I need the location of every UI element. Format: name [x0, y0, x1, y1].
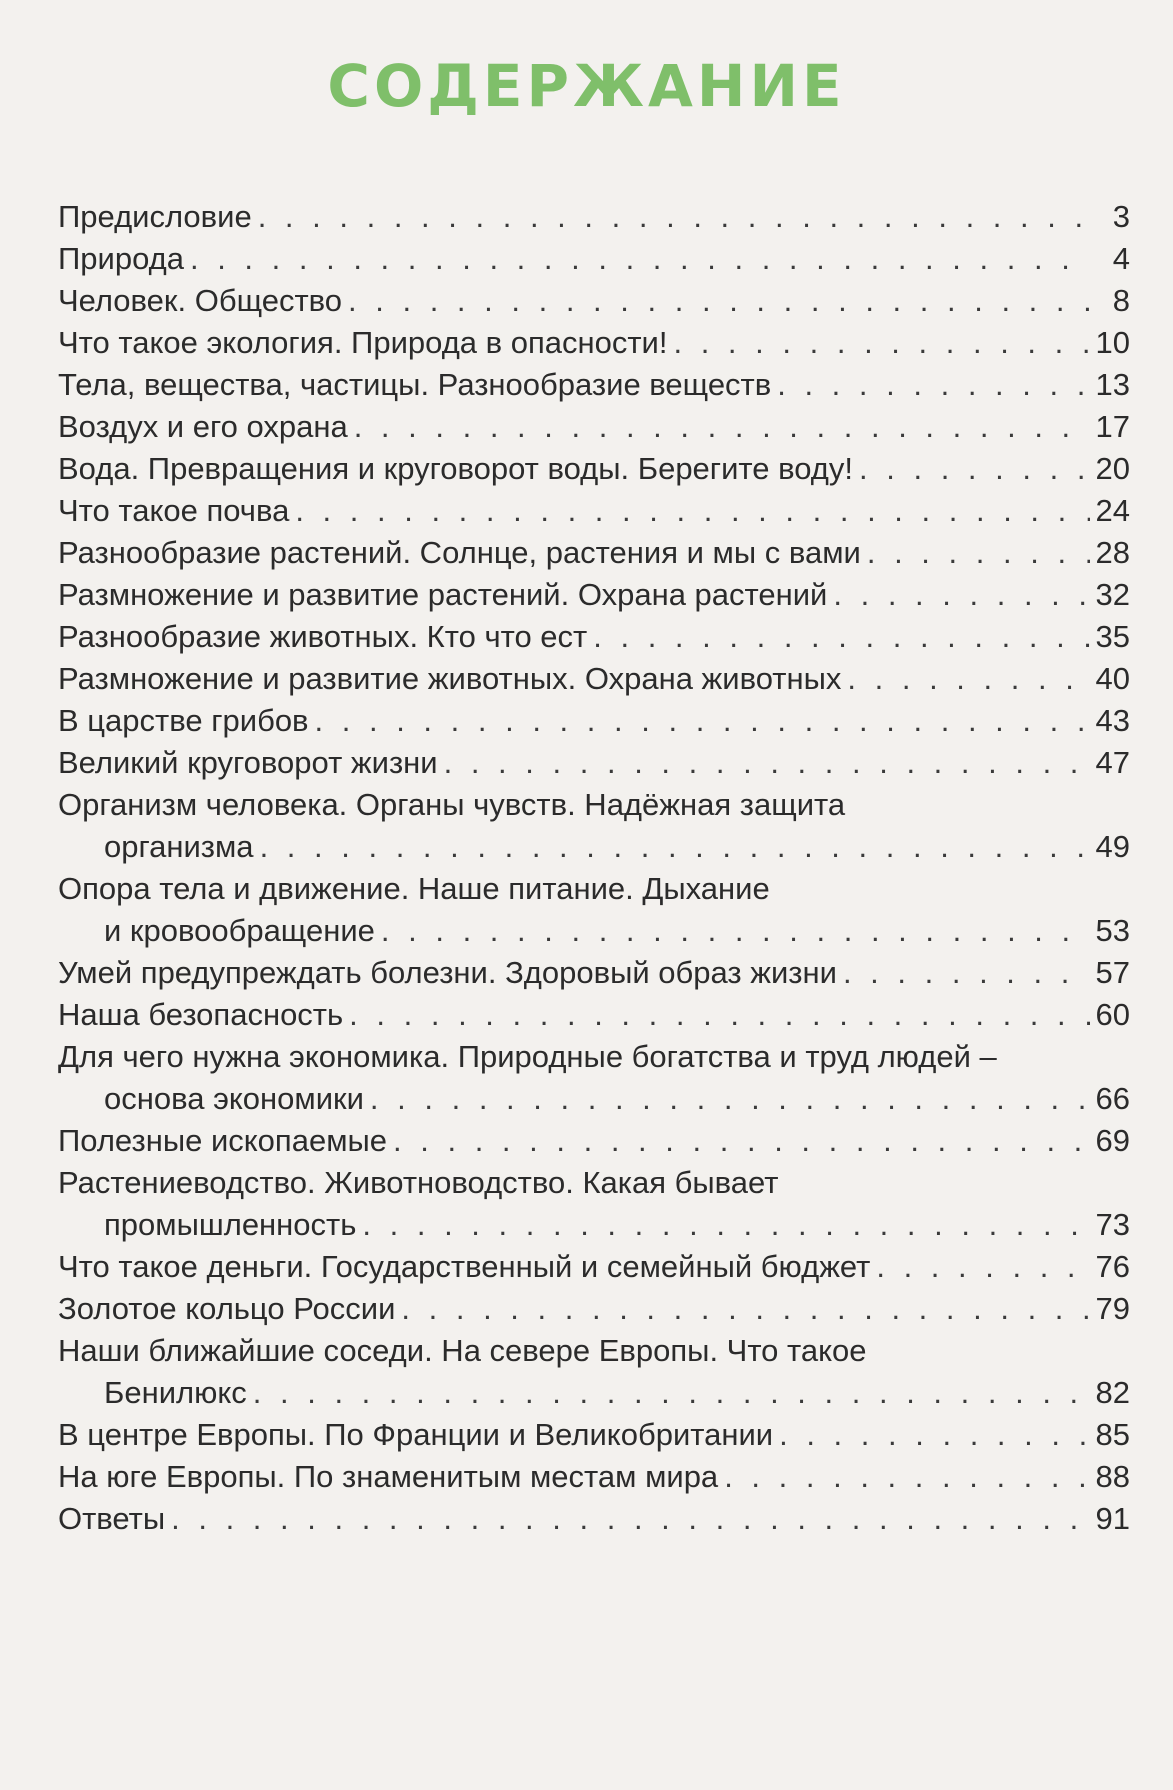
- toc-entry-page-number: 76: [1095, 1249, 1130, 1284]
- toc-entry-title: На юге Европы. По знаменитым местам мира: [58, 1459, 719, 1494]
- dot-leader: [833, 574, 1089, 616]
- toc-entry-title: Тела, вещества, частицы. Разнообразие веществ: [58, 367, 772, 402]
- toc-entry: [58, 742, 1130, 784]
- toc-entry-page-number: 3: [1112, 199, 1130, 234]
- dot-leader: [295, 490, 1089, 532]
- dot-leader: [876, 1246, 1089, 1288]
- toc-entry: [58, 1120, 1130, 1162]
- toc-entry-title: Что такое почва: [58, 493, 290, 528]
- toc-entry-page-number: 40: [1095, 661, 1130, 696]
- toc-entry-title-continuation: и кровообращение: [104, 913, 375, 948]
- toc-entry: [58, 616, 1130, 658]
- toc-entry: [58, 1288, 1130, 1330]
- toc-entry-title: Природа: [58, 241, 184, 276]
- dot-leader: [847, 658, 1089, 700]
- dot-leader: [362, 1204, 1089, 1246]
- toc-entry: [58, 1162, 1130, 1246]
- page-title: СОДЕРЖАНИЕ: [327, 52, 846, 120]
- toc-entry-page-number: 79: [1095, 1291, 1130, 1326]
- toc-entry-page-number: 60: [1095, 997, 1130, 1032]
- toc-entry-title: Что такое экология. Природа в опасности!: [58, 325, 668, 360]
- dot-leader: [724, 1456, 1089, 1498]
- toc-entry: [58, 490, 1130, 532]
- toc-entry-page-number: 88: [1095, 1459, 1130, 1494]
- toc-entry-title-continuation: основа экономики: [104, 1081, 364, 1116]
- toc-entry-page-number: 17: [1095, 409, 1130, 444]
- toc-entry: [58, 700, 1130, 742]
- toc-entry: [58, 994, 1130, 1036]
- dot-leader: [859, 448, 1090, 490]
- toc-entry: [58, 952, 1130, 994]
- toc-entry-page-number: 24: [1095, 493, 1130, 528]
- toc-entry-page-number: 32: [1095, 577, 1130, 612]
- toc-entry: [58, 784, 1130, 868]
- toc-entry-title: Размножение и развитие животных. Охрана животных: [58, 661, 842, 696]
- toc-entry: [58, 1498, 1130, 1540]
- dot-leader: [444, 742, 1090, 784]
- toc-entry-title: Размножение и развитие растений. Охрана растений: [58, 577, 828, 612]
- toc-entry-page-number: 47: [1095, 745, 1130, 780]
- dot-leader: [401, 1288, 1089, 1330]
- dot-leader: [779, 1414, 1089, 1456]
- toc-entry-page-number: 66: [1095, 1081, 1130, 1116]
- toc-entry: [58, 280, 1130, 322]
- toc-entry: [58, 868, 1130, 952]
- dot-leader: [171, 1498, 1089, 1540]
- toc-entry: [58, 1330, 1130, 1414]
- toc-entry-page-number: 85: [1095, 1417, 1130, 1452]
- toc-entry-title: Полезные ископаемые: [58, 1123, 388, 1158]
- toc-entry-title: Для чего нужна экономика. Природные богатства и труд людей –: [58, 1039, 997, 1074]
- toc-entry-page-number: 69: [1095, 1123, 1130, 1158]
- toc-entry-title: Наши ближайшие соседи. На севере Европы. Что такое: [58, 1333, 867, 1368]
- toc-entry-page-number: 49: [1095, 829, 1130, 864]
- dot-leader: [354, 406, 1090, 448]
- toc-entry-page-number: 91: [1095, 1501, 1130, 1536]
- dot-leader: [843, 952, 1090, 994]
- toc-entry-page-number: 82: [1095, 1375, 1130, 1410]
- toc-entry-page-number: 28: [1095, 535, 1130, 570]
- toc-entry-title-continuation: промышленность: [104, 1207, 357, 1242]
- toc-entry-page-number: 20: [1095, 451, 1130, 486]
- toc-entry-title: В центре Европы. По Франции и Великобритании: [58, 1417, 774, 1452]
- toc-entry-page-number: 4: [1112, 241, 1130, 276]
- toc-entry-page-number: 57: [1095, 955, 1130, 990]
- toc-entry-title: Человек. Общество: [58, 283, 343, 318]
- dot-leader: [381, 910, 1090, 952]
- toc-entry-title: Наша безопасность: [58, 997, 344, 1032]
- toc-entry-page-number: 73: [1095, 1207, 1130, 1242]
- toc-entry-title: Организм человека. Органы чувств. Надёжная защита: [58, 787, 846, 822]
- toc-entry-title: Великий круговорот жизни: [58, 745, 438, 780]
- toc-entry-title: Что такое деньги. Государственный и семейный бюджет: [58, 1249, 871, 1284]
- toc-entry: [58, 1456, 1130, 1498]
- toc-entry-page-number: 8: [1112, 283, 1130, 318]
- dot-leader: [867, 532, 1090, 574]
- toc-entry: [58, 406, 1130, 448]
- toc-entry: [58, 322, 1130, 364]
- toc-entry-page-number: 35: [1095, 619, 1130, 654]
- toc-entry-title: Разнообразие растений. Солнце, растения и мы с вами: [58, 535, 861, 570]
- dot-leader: [593, 616, 1089, 658]
- toc-entry-title: Умей предупреждать болезни. Здоровый образ жизни: [58, 955, 837, 990]
- toc-entry-page-number: 10: [1095, 325, 1130, 360]
- toc-entry-title: Растениеводство. Животноводство. Какая бывает: [58, 1165, 779, 1200]
- toc-entry-page-number: 43: [1095, 703, 1130, 738]
- dot-leader: [258, 196, 1090, 238]
- toc-entry: [58, 1414, 1130, 1456]
- toc-entry-title: Воздух и его охрана: [58, 409, 348, 444]
- dot-leader: [673, 322, 1089, 364]
- toc-entry: [58, 196, 1130, 238]
- dot-leader: [190, 238, 1090, 280]
- toc-entry: [58, 364, 1130, 406]
- toc-entry-title-continuation: Бенилюкс: [104, 1375, 247, 1410]
- dot-leader: [348, 280, 1090, 322]
- toc-entry: [58, 532, 1130, 574]
- dot-leader: [370, 1078, 1090, 1120]
- table-of-contents: [58, 196, 1130, 1540]
- toc-entry-title: Вода. Превращения и круговорот воды. Берегите воду!: [58, 451, 854, 486]
- dot-leader: [349, 994, 1089, 1036]
- dot-leader: [253, 1372, 1090, 1414]
- toc-entry-title: Ответы: [58, 1501, 166, 1536]
- toc-entry: [58, 574, 1130, 616]
- toc-entry: [58, 658, 1130, 700]
- toc-entry-title: Золотое кольцо России: [58, 1291, 396, 1326]
- toc-entry: [58, 238, 1130, 280]
- toc-entry-page-number: 53: [1095, 913, 1130, 948]
- toc-entry-title: Предисловие: [58, 199, 252, 234]
- dot-leader: [260, 826, 1090, 868]
- toc-entry-page-number: 13: [1095, 367, 1130, 402]
- toc-entry: [58, 1036, 1130, 1120]
- toc-entry-title: В царстве грибов: [58, 703, 309, 738]
- toc-entry: [58, 1246, 1130, 1288]
- toc-entry-title: Опора тела и движение. Наше питание. Дыхание: [58, 871, 770, 906]
- toc-entry-title: Разнообразие животных. Кто что ест: [58, 619, 588, 654]
- dot-leader: [777, 364, 1089, 406]
- dot-leader: [315, 700, 1090, 742]
- toc-entry-title-continuation: организма: [104, 829, 254, 864]
- toc-entry: [58, 448, 1130, 490]
- dot-leader: [393, 1120, 1089, 1162]
